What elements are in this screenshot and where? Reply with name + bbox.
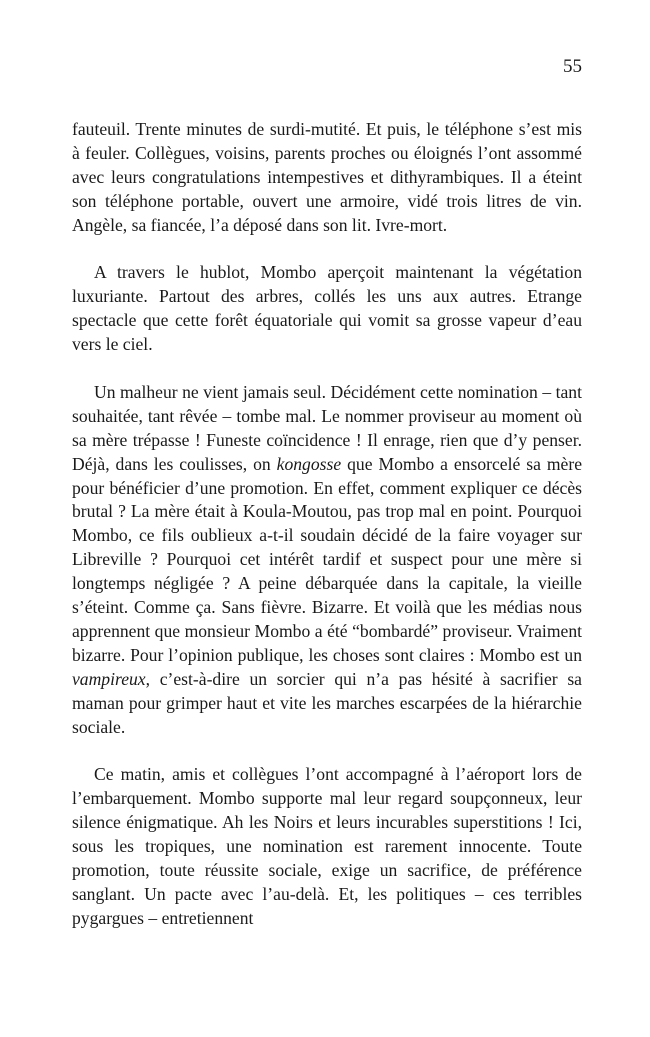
italic-word-vampireux: vampireux bbox=[72, 668, 146, 689]
page-number: 55 bbox=[563, 56, 582, 77]
paragraph-1-text: fauteuil. Trente minutes de surdi-mutité. Et puis, le téléphone s’est mis à feuler. Collègues, voisins, parents proches ou éloignés l’ont assommé avec leurs congratulations intempestives et dithyrambiques. Il a éteint son téléphone portable, ouvert une armoire, vidé trois litres de vin. Angèle, sa fiancée, l’a déposé dans son lit. Ivre-mort. bbox=[72, 119, 582, 235]
paragraph-2 bbox=[72, 261, 582, 357]
paragraph-4-text: Ce matin, amis et collègues l’ont accompagné à l’aéroport lors de l’embarquement. Mombo supporte mal leur regard soupçonneux, leur silence énigmatique. Ah les Noirs et leurs incurables superstitions ! Ici, sous les tropiques, une nomination est rarement innocente. Toute promotion, toute réussite sociale, exige un sacrifice, de préférence sanglant. Un pacte avec l’au-delà. Et, les politiques – ces terribles pygargues – entretiennent bbox=[72, 764, 582, 928]
paragraph-1 bbox=[72, 118, 582, 238]
paragraph-3-text-a: Un malheur ne vient jamais seul. Décidément cette nomination – tant souhaitée, tant rêvée – tombe mal. Le nommer proviseur au moment où sa mère trépasse ! Funeste coïncidence ! Il enrage, rien que d’y penser. Déjà, dans les coulisses, on bbox=[72, 381, 582, 474]
paragraph-4 bbox=[72, 763, 582, 930]
paragraph-3-text-b: que Mombo a ensorcelé sa mère pour bénéficier d’une promotion. En effet, comment expliquer ce décès brutal ? La mère était à Koula-Moutou, pas trop mal en point. Pourquoi Mombo, ce fils oublieux a-t-il soudain décidé de la faire voyager sur Libreville ? Pourquoi cet intérêt tardif et suspect pour une mère si longtemps négligée ? A peine débarquée dans la capitale, la vieille s’éteint. Comme ça. Sans fièvre. Bizarre. Et voilà que les médias nous apprennent que monsieur Mombo a été “bombardé” proviseur. Vraiment bizarre. Pour l’opinion publique, les choses sont claires : Mombo est un bbox=[72, 453, 582, 665]
paragraph-2-text: A travers le hublot, Mombo aperçoit maintenant la végétation luxuriante. Partout des arbres, collés les uns aux autres. Etrange spectacle que cette forêt équatoriale qui vomit sa grosse vapeur d’eau vers le ciel. bbox=[72, 262, 582, 355]
italic-word-kongosse: kongosse bbox=[276, 453, 342, 474]
paragraph-3 bbox=[72, 381, 582, 740]
paragraph-3-text-c: , c’est-à-dire un sorcier qui n’a pas hésité à sacrifier sa maman pour grimper haut et vite les marches escarpées de la hiérarchie sociale. bbox=[72, 668, 582, 737]
body-text bbox=[72, 118, 582, 931]
